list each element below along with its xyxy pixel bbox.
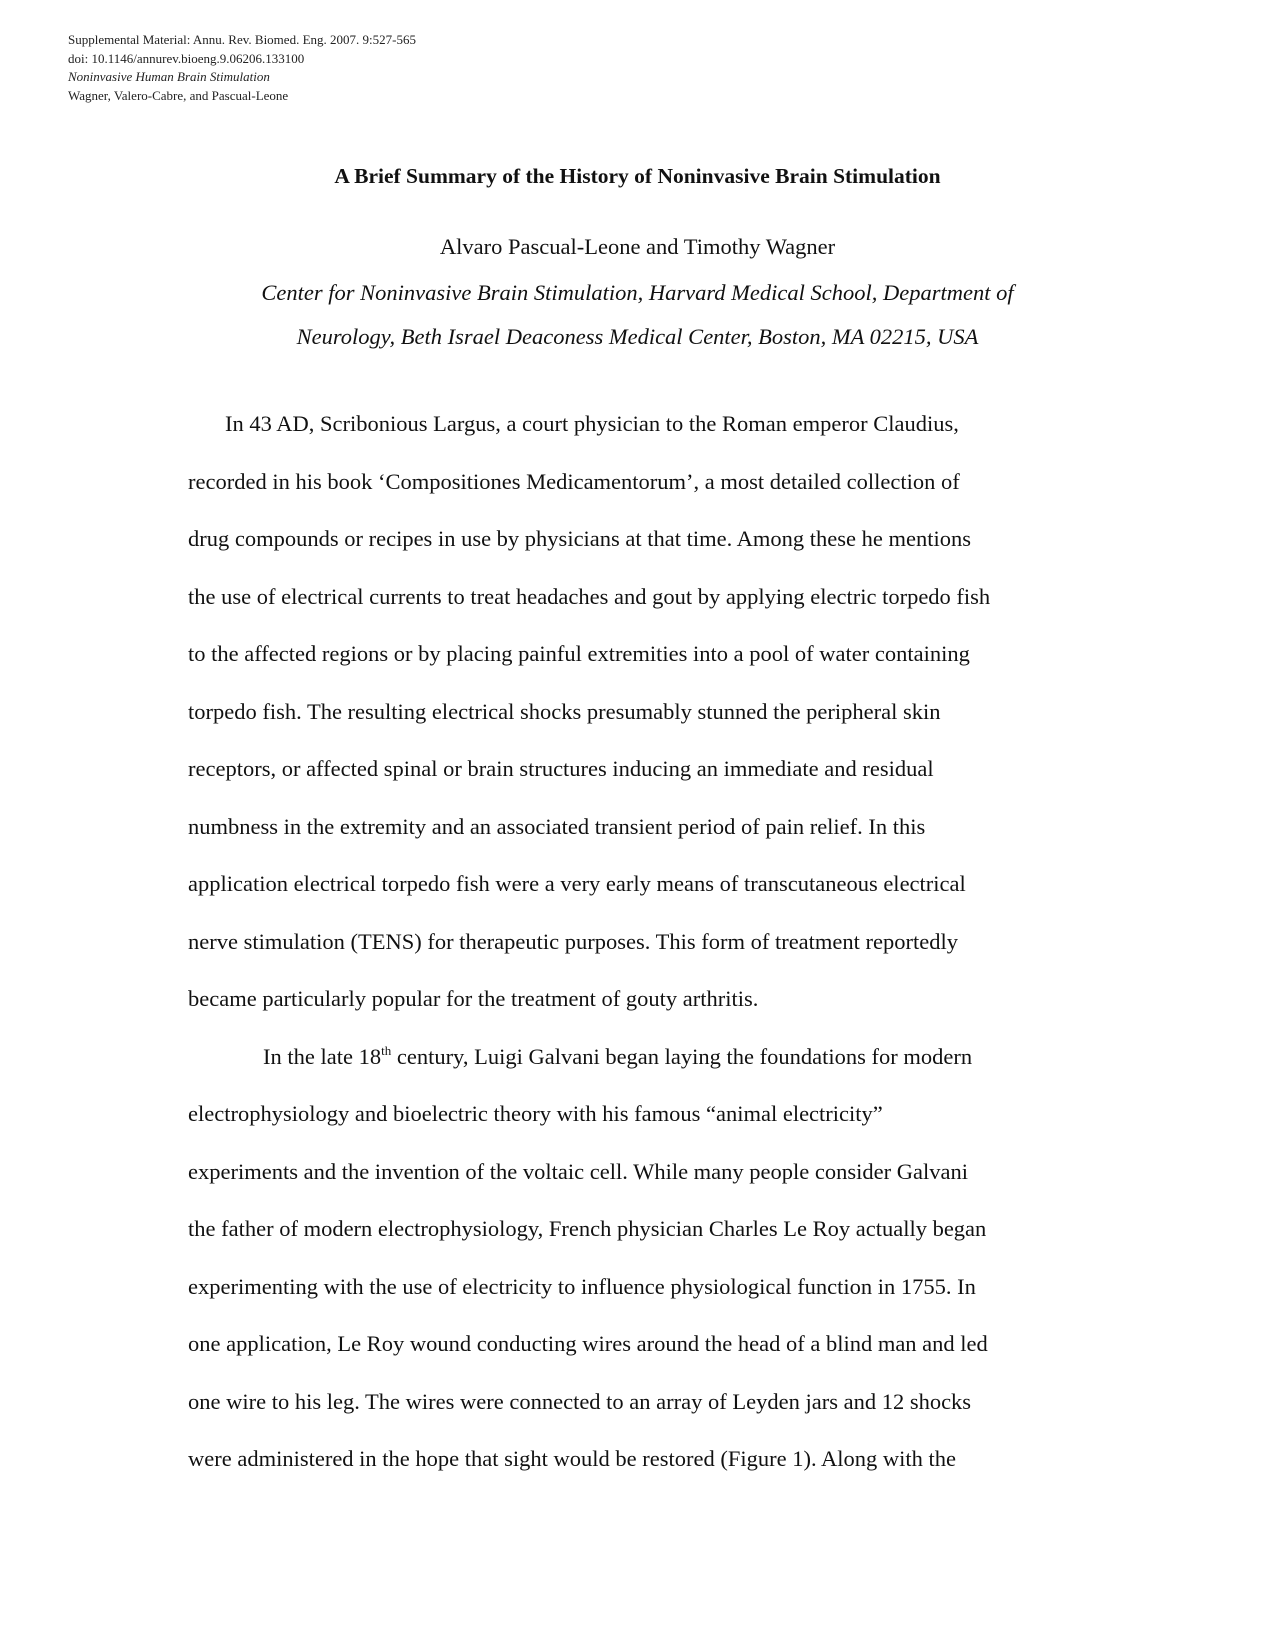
body-text — [188, 410, 1088, 1503]
header-citation: Supplemental Material: Annu. Rev. Biomed. Eng. 2007. 9:527-565 — [68, 32, 416, 47]
text-line: experiments and the invention of the voltaic cell. While many people consider Galvani — [188, 1158, 968, 1184]
superscript: th — [381, 1042, 392, 1058]
text-line: the father of modern electrophysiology, French physician Charles Le Roy actually began — [188, 1216, 987, 1241]
text-line: one wire to his leg. The wires were connected to an array of Leyden jars and 12 shocks — [188, 1388, 972, 1414]
text-line: electrophysiology and bioelectric theory with his famous “animal electricity” — [188, 1101, 883, 1126]
text-line: receptors, or affected spinal or brain structures inducing an immediate and residual — [188, 756, 934, 781]
header-authors: Wagner, Valero-Cabre, and Pascual-Leone — [68, 87, 289, 103]
running-header — [68, 31, 416, 105]
text-line: became particularly popular for the treatment of gouty arthritis. — [188, 986, 759, 1011]
affiliation-line-2: Neurology, Beth Israel Deaconess Medical Center, Boston, MA 02215, USA — [296, 324, 979, 349]
text-line: drug compounds or recipes in use by physicians at that time. Among these he mentions — [188, 526, 971, 551]
text-line: experimenting with the use of electricity to influence physiological function in 1755. In — [188, 1273, 976, 1299]
affiliation — [0, 271, 1275, 359]
header-doi: doi: 10.1146/annurev.bioeng.9.06206.133100 — [68, 50, 305, 66]
text-line — [188, 1043, 1088, 1101]
text-line: recorded in his book ‘Compositiones Medicamentorum’, a most detailed collection of — [188, 468, 960, 494]
text-line: application electrical torpedo fish were a very early means of transcutaneous electrical — [188, 871, 966, 896]
text-line: one application, Le Roy wound conducting wires around the head of a blind man and led — [188, 1331, 988, 1356]
text-line: torpedo fish. The resulting electrical shocks presumably stunned the peripheral skin — [188, 698, 941, 724]
text-line: were administered in the hope that sight would be restored (Figure 1). Along with the — [188, 1446, 956, 1471]
text-fragment: In the late 18 — [263, 1043, 382, 1069]
paragraph-1 — [188, 410, 1088, 1043]
affiliation-line-1: Center for Noninvasive Brain Stimulation, Harvard Medical School, Department of — [261, 280, 1014, 305]
header-short-title: Noninvasive Human Brain Stimulation — [68, 69, 270, 84]
text-line: numbness in the extremity and an associated transient period of pain relief. In this — [188, 813, 926, 839]
text-line: to the affected regions or by placing painful extremities into a pool of water containing — [188, 641, 970, 666]
text-line: the use of electrical currents to treat headaches and gout by applying electric torpedo fish — [188, 583, 991, 609]
paragraph-2 — [188, 1043, 1088, 1503]
text-fragment: century, Luigi Galvani began laying the foundations for modern — [391, 1043, 973, 1069]
paper-title: A Brief Summary of the History of Noninvasive Brain Stimulation — [334, 164, 941, 188]
author-list: Alvaro Pascual-Leone and Timothy Wagner — [439, 234, 836, 259]
text-line: nerve stimulation (TENS) for therapeutic purposes. This form of treatment reportedly — [188, 928, 958, 954]
text-line: In 43 AD, Scribonious Largus, a court physician to the Roman emperor Claudius, — [225, 411, 959, 436]
